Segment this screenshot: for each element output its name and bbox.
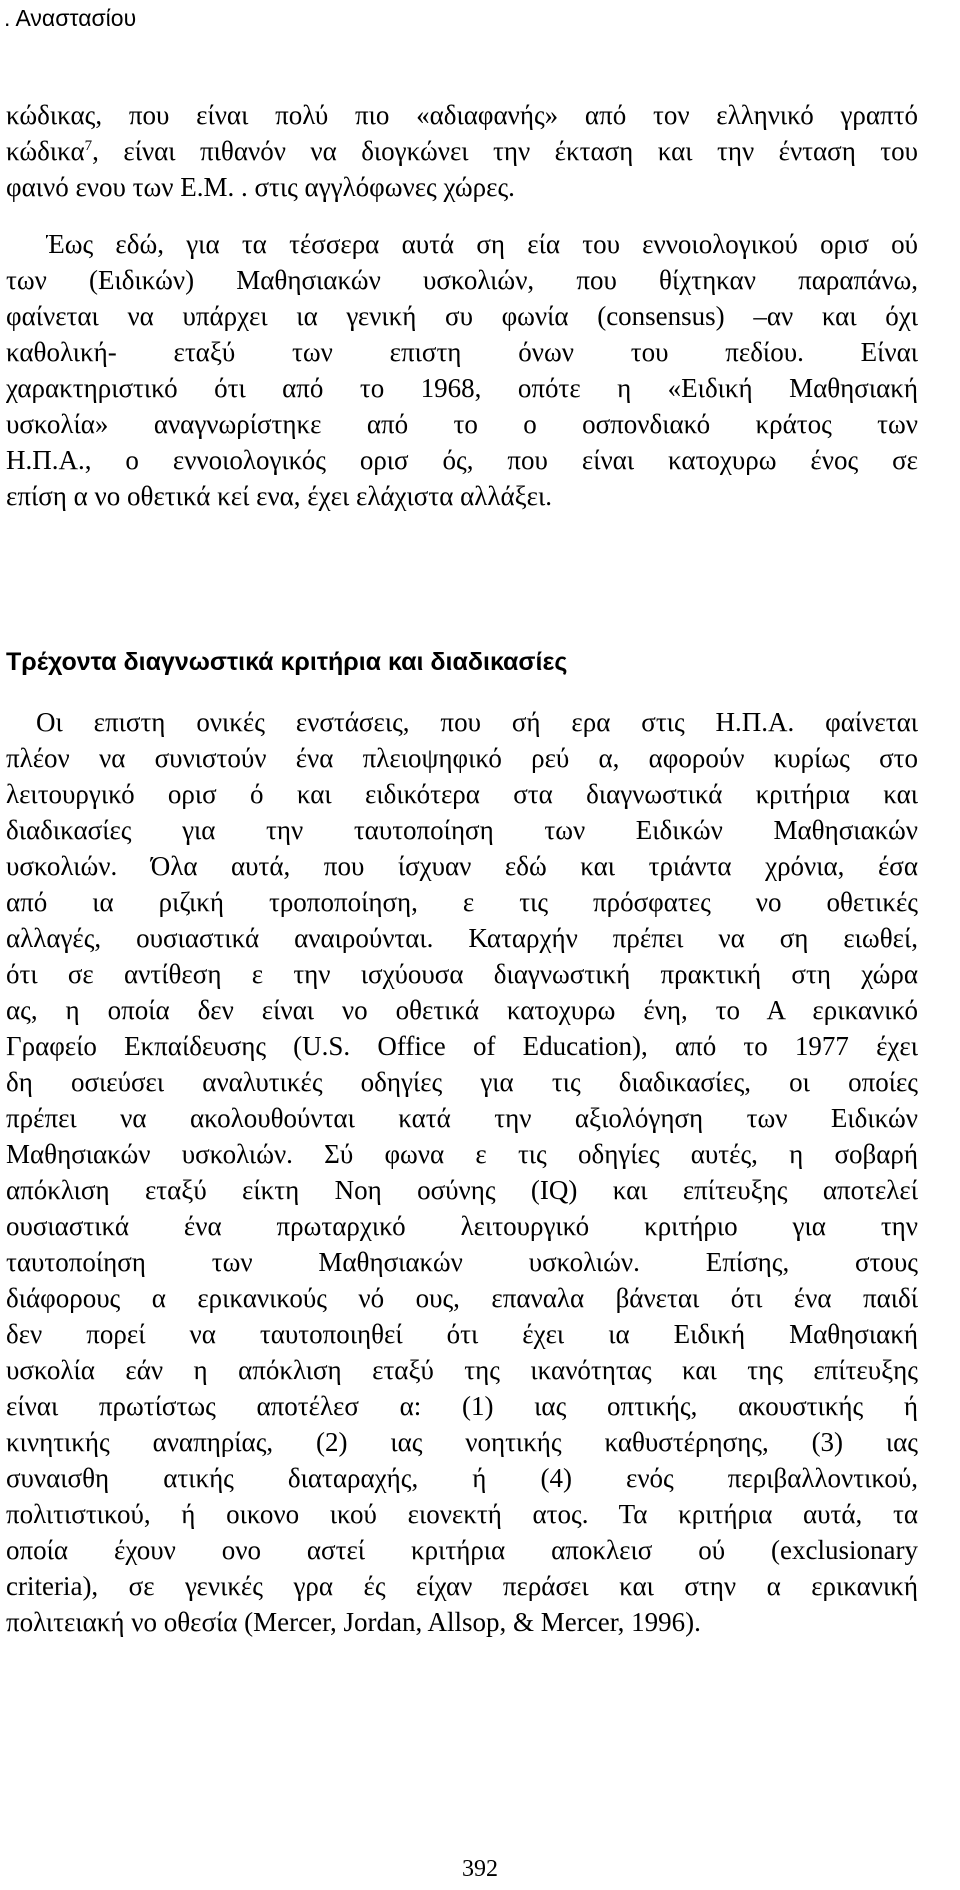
- paragraph-line: είναι πρωτίστως αποτέλεσ α: (1) ιας οπτικής, ακουστικής ή: [6, 1391, 918, 1421]
- paragraph-line: Η.Π.Α., ο εννοιολογικός ορισ ός, που είναι κατοχυρω ένος σε: [6, 445, 918, 475]
- paragraph-line: καθολική- εταξύ των επιστη όνων του πεδίου. Είναι: [6, 337, 918, 367]
- paragraph-line: κινητικής αναπηρίας, (2) ιας νοητικής καθυστέρησης, (3) ιας: [6, 1427, 918, 1457]
- paragraph-line: πλέον να συνιστούν ένα πλειοψηφικό ρεύ α, αφορούν κυρίως στο: [6, 743, 918, 773]
- line-text: , είναι πιθανόν να διογκώνει την έκταση και την ένταση του: [92, 136, 918, 166]
- paragraph-line: πολιτιστικού, ή οικονο ικού ειονεκτή ατος. Τα κριτήρια αυτά, τα: [6, 1499, 918, 1529]
- paragraph-line: φαινό ενου των Ε.Μ. . στις αγγλόφωνες χώρες.: [6, 172, 515, 202]
- paragraph-line: [6, 133, 918, 169]
- paragraph-line: αλλαγές, ουσιαστικά αναιρούνται. Καταρχήν πρέπει να ση ειωθεί,: [6, 923, 918, 953]
- paragraph-line: κώδικας, που είναι πολύ πιο «αδιαφανής» από τον ελληνικό γραπτό: [6, 100, 918, 130]
- paragraph-line: ταυτοποίηση των Μαθησιακών υσκολιών. Επίσης, στους: [6, 1247, 918, 1277]
- paragraph-line: Μαθησιακών υσκολιών. Σύ φωνα ε τις οδηγίες αυτές, η σοβαρή: [6, 1139, 918, 1169]
- paragraph-line: οποία έχουν ονο αστεί κριτήρια αποκλεισ ού (exclusionary: [6, 1535, 918, 1565]
- paragraph-line: πολιτειακή νο οθεσία (Mercer, Jordan, Allsop, & Mercer, 1996).: [6, 1607, 701, 1637]
- paragraph-line: Γραφείο Εκπαίδευσης (U.S. Office of Education), από το 1977 έχει: [6, 1031, 918, 1061]
- paragraph-line: απόκλιση εταξύ είκτη Νοη οσύνης (IQ) και επίτευξης αποτελεί: [6, 1175, 918, 1205]
- paragraph-line: ας, η οποία δεν είναι νο οθετικά κατοχυρω ένη, το Α ερικανικό: [6, 995, 918, 1025]
- paragraph-line: υσκολία» αναγνωρίστηκε από το ο οσπονδιακό κράτος των: [6, 409, 918, 439]
- running-header-author: . Αναστασίου: [4, 5, 137, 31]
- paragraph-line: Οι επιστη ονικές ενστάσεις, που σή ερα στις Η.Π.Α. φαίνεται: [36, 707, 918, 737]
- paragraph-line: λειτουργικό ορισ ό και ειδικότερα στα διαγνωστικά κριτήρια και: [6, 779, 918, 809]
- paragraph-line: συναισθη ατικής διαταραχής, ή (4) ενός περιβαλλοντικού,: [6, 1463, 918, 1493]
- paragraph-line: ότι σε αντίθεση ε την ισχύουσα διαγνωστική πρακτική στη χώρα: [6, 959, 918, 989]
- paragraph-line: δη οσιεύσει αναλυτικές οδηγίες για τις διαδικασίες, οι οποίες: [6, 1067, 918, 1097]
- paragraph-line: δεν πορεί να ταυτοποιηθεί ότι έχει ια Ειδική Μαθησιακή: [6, 1319, 918, 1349]
- paragraph-line: χαρακτηριστικό ότι από το 1968, οπότε η «Ειδική Μαθησιακή: [6, 373, 918, 403]
- paragraph-line: υσκολιών. Όλα αυτά, που ίσχυαν εδώ και τριάντα χρόνια, έσα: [6, 851, 918, 881]
- paragraph-line: από ια ριζική τροποποίηση, ε τις πρόσφατες νο οθετικές: [6, 887, 918, 917]
- footnote-marker: 7: [84, 138, 93, 154]
- paragraph-line: Έως εδώ, για τα τέσσερα αυτά ση εία του εννοιολογικού ορισ ού: [46, 229, 918, 259]
- section-heading: Τρέχοντα διαγνωστικά κριτήρια και διαδικασίες: [6, 648, 568, 676]
- paragraph-line: επίση α νο οθετικά κεί ενα, έχει ελάχιστα αλλάξει.: [6, 481, 552, 511]
- paragraph-line: διάφορους α ερικανικούς νό ους, επαναλα βάνεται ότι ένα παιδί: [6, 1283, 918, 1313]
- paragraph-line: ουσιαστικά ένα πρωταρχικό λειτουργικό κριτήριο για την: [6, 1211, 918, 1241]
- paragraph-line: των (Ειδικών) Μαθησιακών υσκολιών, που θίχτηκαν παραπάνω,: [6, 265, 918, 295]
- paragraph-line: πρέπει να ακολουθούνται κατά την αξιολόγηση των Ειδικών: [6, 1103, 918, 1133]
- page-number: 392: [462, 1856, 498, 1882]
- paragraph-line: φαίνεται να υπάρχει ια γενική συ φωνία (consensus) –αν και όχι: [6, 301, 918, 331]
- paragraph-line: υσκολία εάν η απόκλιση εταξύ της ικανότητας και της επίτευξης: [6, 1355, 918, 1385]
- line-text: κώδικα: [6, 136, 85, 166]
- paragraph-line: διαδικασίες για την ταυτοποίηση των Ειδικών Μαθησιακών: [6, 815, 918, 845]
- paragraph-line: criteria), σε γενικές γρα ές είχαν περάσει και στην α ερικανική: [6, 1571, 918, 1601]
